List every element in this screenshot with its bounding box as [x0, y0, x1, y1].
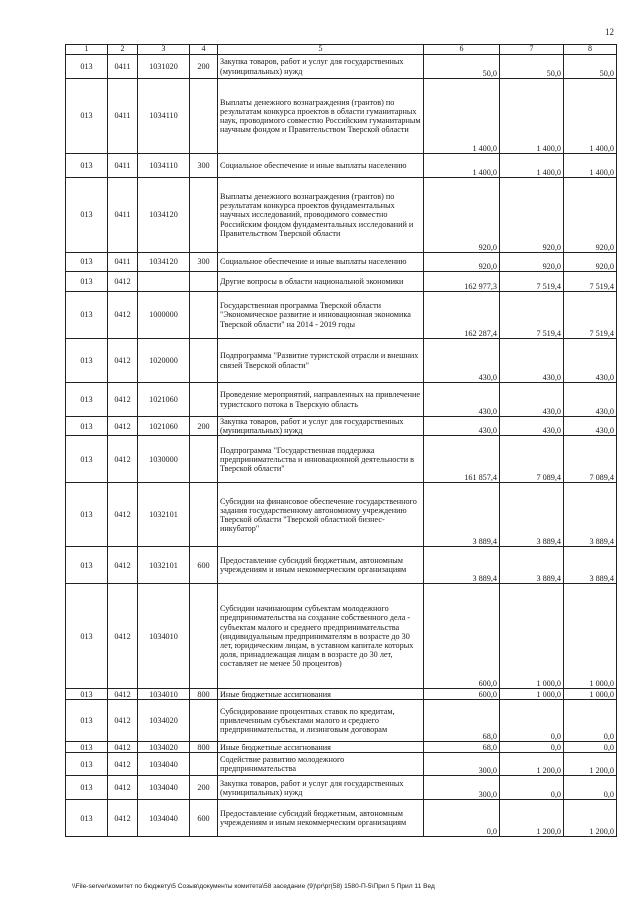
amount-column-7: 920,0 — [500, 178, 564, 253]
amount-column-6: 0,0 — [424, 800, 500, 837]
amount-column-7: 1 400,0 — [500, 79, 564, 154]
column-header: 5 — [218, 45, 424, 55]
amount-column-7: 50,0 — [500, 55, 564, 79]
amount-column-6: 68,0 — [424, 700, 500, 742]
expense-type-code — [190, 272, 218, 292]
column-header: 1 — [66, 45, 108, 55]
table-row — [66, 55, 617, 79]
amount-column-7: 1 000,0 — [500, 584, 564, 689]
section-code: 0412 — [108, 417, 138, 436]
item-description: Социальное обеспечение и иные выплаты населению — [218, 253, 424, 272]
section-code: 0412 — [108, 547, 138, 584]
amount-column-6: 50,0 — [424, 55, 500, 79]
expense-type-code: 200 — [190, 55, 218, 79]
target-article-code: 1034120 — [138, 178, 190, 253]
amount-column-8: 3 889,4 — [564, 483, 617, 547]
table-row — [66, 292, 617, 339]
amount-column-7: 7 519,4 — [500, 292, 564, 339]
item-description: Подпрограмма "Развитие туристской отрасли и внешних связей Тверской области" — [218, 339, 424, 383]
amount-column-6: 161 857,4 — [424, 436, 500, 483]
section-code: 0412 — [108, 272, 138, 292]
budget-chapter-code: 013 — [66, 776, 108, 800]
target-article-code — [138, 272, 190, 292]
budget-chapter-code: 013 — [66, 689, 108, 700]
amount-column-8: 3 889,4 — [564, 547, 617, 584]
target-article-code: 1034120 — [138, 253, 190, 272]
item-description: Закупка товаров, работ и услуг для государственных (муниципальных) нужд — [218, 417, 424, 436]
target-article-code: 1034040 — [138, 753, 190, 776]
expense-type-code: 300 — [190, 154, 218, 178]
budget-chapter-code: 013 — [66, 272, 108, 292]
section-code: 0411 — [108, 178, 138, 253]
table-header-row — [66, 45, 617, 55]
section-code: 0412 — [108, 753, 138, 776]
amount-column-6: 920,0 — [424, 178, 500, 253]
table-row — [66, 417, 617, 436]
amount-column-6: 1 400,0 — [424, 154, 500, 178]
budget-chapter-code: 013 — [66, 154, 108, 178]
section-code: 0412 — [108, 742, 138, 753]
budget-chapter-code: 013 — [66, 253, 108, 272]
amount-column-6: 162 977,3 — [424, 272, 500, 292]
budget-chapter-code: 013 — [66, 339, 108, 383]
table-body — [66, 55, 617, 837]
budget-chapter-code: 013 — [66, 742, 108, 753]
section-code: 0411 — [108, 154, 138, 178]
expense-type-code: 200 — [190, 776, 218, 800]
item-description: Предоставление субсидий бюджетным, автономным учреждениям и иным некоммерческим организациям — [218, 800, 424, 837]
amount-column-6: 300,0 — [424, 776, 500, 800]
target-article-code: 1034010 — [138, 689, 190, 700]
target-article-code: 1021060 — [138, 383, 190, 417]
budget-chapter-code: 013 — [66, 584, 108, 689]
amount-column-6: 1 400,0 — [424, 79, 500, 154]
page-number: 12 — [605, 27, 614, 37]
amount-column-7: 0,0 — [500, 700, 564, 742]
table-row — [66, 339, 617, 383]
column-header: 6 — [424, 45, 500, 55]
item-description: Содействие развитию молодежного предпринимательства — [218, 753, 424, 776]
target-article-code: 1032101 — [138, 483, 190, 547]
section-code: 0412 — [108, 584, 138, 689]
expense-type-code — [190, 292, 218, 339]
item-description: Иные бюджетные ассигнования — [218, 689, 424, 700]
table-row — [66, 700, 617, 742]
amount-column-8: 0,0 — [564, 776, 617, 800]
amount-column-6: 68,0 — [424, 742, 500, 753]
item-description: Подпрограмма "Государственная поддержка предпринимательства и инновационной деятельности в Тверской области" — [218, 436, 424, 483]
amount-column-7: 430,0 — [500, 417, 564, 436]
section-code: 0411 — [108, 55, 138, 79]
target-article-code: 1030000 — [138, 436, 190, 483]
amount-column-8: 1 400,0 — [564, 154, 617, 178]
amount-column-6: 430,0 — [424, 339, 500, 383]
table-row — [66, 436, 617, 483]
amount-column-8: 920,0 — [564, 178, 617, 253]
amount-column-7: 7 519,4 — [500, 272, 564, 292]
expense-type-code: 600 — [190, 547, 218, 584]
expense-type-code: 200 — [190, 417, 218, 436]
target-article-code: 1031020 — [138, 55, 190, 79]
budget-chapter-code: 013 — [66, 753, 108, 776]
budget-chapter-code: 013 — [66, 417, 108, 436]
amount-column-7: 1 200,0 — [500, 800, 564, 837]
amount-column-6: 920,0 — [424, 253, 500, 272]
amount-column-8: 0,0 — [564, 742, 617, 753]
amount-column-8: 0,0 — [564, 700, 617, 742]
budget-chapter-code: 013 — [66, 800, 108, 837]
expense-type-code: 800 — [190, 742, 218, 753]
target-article-code: 1034040 — [138, 800, 190, 837]
item-description: Субсидии начинающим субъектам молодежного предпринимательства на создание собственного дела - субъектам малого и среднего предпринимательства (индивидуальным предпринимателям в возрасте до 30 лет, юридическим лицам, в уставном капитале которых доля, принадлежащая лицам в возрасте до 30 лет, составляет не менее 50 процентов) — [218, 584, 424, 689]
amount-column-6: 3 889,4 — [424, 547, 500, 584]
expense-type-code — [190, 700, 218, 742]
budget-chapter-code: 013 — [66, 483, 108, 547]
amount-column-8: 430,0 — [564, 339, 617, 383]
table-row — [66, 742, 617, 753]
section-code: 0412 — [108, 383, 138, 417]
table-row — [66, 272, 617, 292]
budget-chapter-code: 013 — [66, 55, 108, 79]
expense-type-code: 300 — [190, 253, 218, 272]
target-article-code: 1032101 — [138, 547, 190, 584]
item-description: Закупка товаров, работ и услуг для государственных (муниципальных) нужд — [218, 55, 424, 79]
section-code: 0412 — [108, 700, 138, 742]
amount-column-8: 1 400,0 — [564, 79, 617, 154]
amount-column-7: 7 089,4 — [500, 436, 564, 483]
item-description: Закупка товаров, работ и услуг для государственных (муниципальных) нужд — [218, 776, 424, 800]
column-header: 7 — [500, 45, 564, 55]
column-header: 3 — [138, 45, 190, 55]
expense-type-code — [190, 436, 218, 483]
section-code: 0411 — [108, 79, 138, 154]
amount-column-8: 430,0 — [564, 383, 617, 417]
target-article-code: 1034110 — [138, 79, 190, 154]
amount-column-8: 50,0 — [564, 55, 617, 79]
amount-column-8: 1 200,0 — [564, 753, 617, 776]
expense-type-code — [190, 584, 218, 689]
budget-chapter-code: 013 — [66, 79, 108, 154]
item-description: Государственная программа Тверской области "Экономическое развитие и инновационная экономика Тверской области" на 2014 - 2019 годы — [218, 292, 424, 339]
amount-column-7: 0,0 — [500, 776, 564, 800]
column-header: 2 — [108, 45, 138, 55]
section-code: 0412 — [108, 800, 138, 837]
expense-type-code: 600 — [190, 800, 218, 837]
column-header: 4 — [190, 45, 218, 55]
table-row — [66, 776, 617, 800]
column-header: 8 — [564, 45, 617, 55]
budget-chapter-code: 013 — [66, 547, 108, 584]
target-article-code: 1034110 — [138, 154, 190, 178]
target-article-code: 1034040 — [138, 776, 190, 800]
item-description: Выплаты денежного вознаграждения (грантов) по результатам конкурса проектов в области гуманитарных наук, проводимого совместно Российским гуманитарным научным фондом и Правительством Тверской области — [218, 79, 424, 154]
amount-column-8: 430,0 — [564, 417, 617, 436]
table-row — [66, 689, 617, 700]
amount-column-8: 1 000,0 — [564, 584, 617, 689]
section-code: 0412 — [108, 483, 138, 547]
item-description: Социальное обеспечение и иные выплаты населению — [218, 154, 424, 178]
amount-column-7: 920,0 — [500, 253, 564, 272]
section-code: 0411 — [108, 253, 138, 272]
target-article-code: 1021060 — [138, 417, 190, 436]
amount-column-8: 920,0 — [564, 253, 617, 272]
section-code: 0412 — [108, 689, 138, 700]
target-article-code: 1034010 — [138, 584, 190, 689]
budget-chapter-code: 013 — [66, 700, 108, 742]
expense-type-code — [190, 178, 218, 253]
expense-type-code — [190, 753, 218, 776]
amount-column-8: 7 519,4 — [564, 272, 617, 292]
budget-chapter-code: 013 — [66, 436, 108, 483]
table-row — [66, 584, 617, 689]
expense-type-code: 800 — [190, 689, 218, 700]
section-code: 0412 — [108, 339, 138, 383]
table-row — [66, 483, 617, 547]
target-article-code: 1034020 — [138, 700, 190, 742]
item-description: Субсидии на финансовое обеспечение государственного задания государственному автономному учреждению Тверской области "Тверской областной бизнес-инкубатор" — [218, 483, 424, 547]
target-article-code: 1034020 — [138, 742, 190, 753]
table-row — [66, 79, 617, 154]
section-code: 0412 — [108, 776, 138, 800]
amount-column-6: 600,0 — [424, 584, 500, 689]
table-row — [66, 383, 617, 417]
amount-column-7: 1 000,0 — [500, 689, 564, 700]
item-description: Иные бюджетные ассигнования — [218, 742, 424, 753]
amount-column-7: 430,0 — [500, 383, 564, 417]
section-code: 0412 — [108, 436, 138, 483]
item-description: Выплаты денежного вознаграждения (грантов) по результатам конкурса проектов фундаментальных научных исследований, проводимого совместно Российским фондом фундаментальных исследований и Правительством Тверской области — [218, 178, 424, 253]
amount-column-6: 300,0 — [424, 753, 500, 776]
table-row — [66, 547, 617, 584]
expense-type-code — [190, 79, 218, 154]
table-row — [66, 178, 617, 253]
amount-column-6: 600,0 — [424, 689, 500, 700]
amount-column-6: 3 889,4 — [424, 483, 500, 547]
amount-column-8: 1 000,0 — [564, 689, 617, 700]
table-row — [66, 154, 617, 178]
amount-column-6: 430,0 — [424, 417, 500, 436]
table-row — [66, 253, 617, 272]
budget-chapter-code: 013 — [66, 383, 108, 417]
amount-column-7: 3 889,4 — [500, 547, 564, 584]
budget-chapter-code: 013 — [66, 178, 108, 253]
amount-column-7: 0,0 — [500, 742, 564, 753]
amount-column-7: 3 889,4 — [500, 483, 564, 547]
expense-type-code — [190, 483, 218, 547]
item-description: Предоставление субсидий бюджетным, автономным учреждениям и иным некоммерческим организациям — [218, 547, 424, 584]
budget-table — [65, 44, 617, 837]
amount-column-6: 430,0 — [424, 383, 500, 417]
item-description: Другие вопросы в области национальной экономики — [218, 272, 424, 292]
table-row — [66, 753, 617, 776]
target-article-code: 1020000 — [138, 339, 190, 383]
table-row — [66, 800, 617, 837]
amount-column-8: 7 519,4 — [564, 292, 617, 339]
target-article-code: 1000000 — [138, 292, 190, 339]
section-code: 0412 — [108, 292, 138, 339]
footer-file-path: \\File-server\комитет по бюджету\5 Созыв\документы комитета\58 заседание (9)\pr\pr(58) 1580-П-5\Прил 5 Прил 11 Вед — [72, 883, 435, 890]
amount-column-7: 430,0 — [500, 339, 564, 383]
item-description: Субсидирование процентных ставок по кредитам, привлеченным субъектами малого и среднего предпринимательства, и лизинговым договорам — [218, 700, 424, 742]
budget-chapter-code: 013 — [66, 292, 108, 339]
expense-type-code — [190, 339, 218, 383]
amount-column-7: 1 400,0 — [500, 154, 564, 178]
expense-type-code — [190, 383, 218, 417]
amount-column-6: 162 287,4 — [424, 292, 500, 339]
item-description: Проведение мероприятий, направленных на привлечение туристского потока в Тверскую область — [218, 383, 424, 417]
amount-column-8: 1 200,0 — [564, 800, 617, 837]
amount-column-7: 1 200,0 — [500, 753, 564, 776]
amount-column-8: 7 089,4 — [564, 436, 617, 483]
